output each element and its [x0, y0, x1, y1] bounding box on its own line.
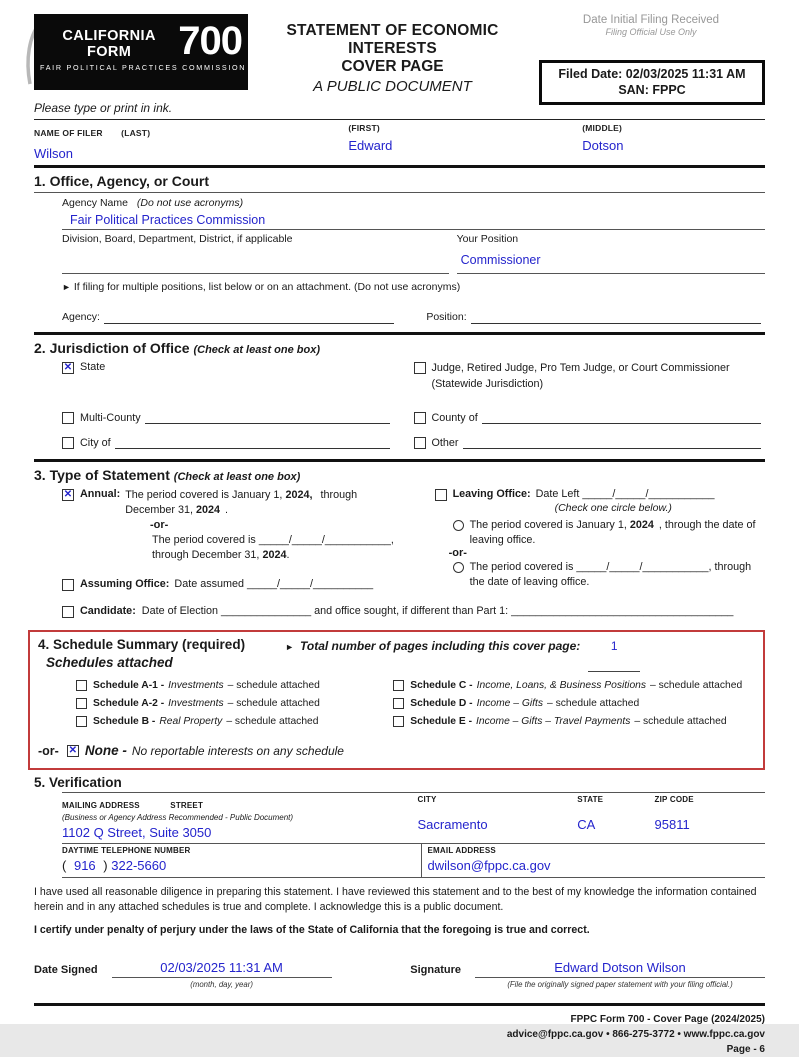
- section-3-heading: 3. Type of Statement: [34, 467, 170, 483]
- schedule-a1-topic: Investments: [168, 680, 224, 692]
- judge-checkbox[interactable]: [414, 362, 426, 374]
- multiple-positions-note-italic: (Do not use acronyms): [354, 281, 461, 293]
- judge-label-line2: (Statewide Jurisdiction): [431, 377, 544, 390]
- schedules-attached-label: Schedules attached: [46, 655, 173, 671]
- total-pages-label: Total number of pages including this cover page:: [299, 639, 581, 654]
- position-short-label: Position:: [426, 311, 467, 323]
- filed-san: SAN: FPPC: [618, 83, 686, 98]
- date-initial-filing-label: Date Initial Filing Received: [582, 14, 720, 26]
- state-checkbox[interactable]: [62, 362, 74, 374]
- form-number: 700: [178, 19, 242, 63]
- other-input-line[interactable]: [463, 436, 761, 449]
- logo-text: CALIFORNIA FORM: [62, 28, 156, 60]
- schedule-e-label: Schedule E -: [410, 716, 473, 728]
- footer-contact: advice@fppc.ca.gov • 866-275-3772 • www.fppc.ca.gov: [506, 1028, 765, 1040]
- date-signed-field[interactable]: 02/03/2025 11:31 AM: [112, 960, 332, 978]
- agency-short-label: Agency:: [62, 311, 100, 323]
- section-4-heading: 4. Schedule Summary (required): [38, 637, 246, 653]
- candidate-checkbox[interactable]: [62, 606, 74, 618]
- annual-label: Annual:: [80, 488, 121, 500]
- schedule-d-topic: Income – Gifts: [476, 698, 544, 710]
- judge-label-line1: Judge, Retired Judge, Pro Tem Judge, or Court Commissioner: [431, 362, 730, 374]
- leaving-office-label: Leaving Office:: [452, 488, 531, 500]
- checked-x-icon: ✕: [63, 489, 73, 500]
- none-label: None -: [84, 743, 127, 759]
- agency-name-field[interactable]: Fair Political Practices Commission: [62, 209, 765, 230]
- signature-field[interactable]: Edward Dotson Wilson: [475, 960, 765, 978]
- schedule-e-checkbox[interactable]: [393, 716, 404, 727]
- schedule-summary-box: [28, 630, 765, 770]
- schedule-a2-suffix: – schedule attached: [227, 698, 320, 710]
- public-document-label: A PUBLIC DOCUMENT: [313, 78, 472, 95]
- or-label-3: -or-: [38, 743, 59, 758]
- street-field[interactable]: 1102 Q Street, Suite 3050: [62, 825, 212, 841]
- position-input-line[interactable]: [471, 311, 761, 324]
- city-of-input-line[interactable]: [115, 436, 390, 449]
- assuming-office-text: Date assumed _____/_____/__________: [174, 578, 374, 591]
- date-signed-caption: (month, day, year): [190, 979, 253, 989]
- schedule-a2-topic: Investments: [168, 698, 224, 710]
- agency-input-line[interactable]: [104, 311, 394, 324]
- header: [0, 0, 799, 98]
- city-field[interactable]: Sacramento: [417, 817, 488, 833]
- signature-row: [34, 960, 765, 989]
- signature-label: Signature: [410, 963, 461, 976]
- filed-date-stamp: [539, 60, 765, 105]
- schedule-b-topic: Real Property: [159, 716, 223, 728]
- diligence-statement: I have used all reasonable diligence in preparing this statement. I have reviewed this statement and to the best of my knowledge the information contained herein and in any attached schedules is true and complete. I acknowledge this is a public document.: [34, 886, 757, 914]
- schedule-a2-label: Schedule A-2 -: [93, 698, 165, 710]
- last-name-label: (LAST): [121, 128, 151, 138]
- perjury-statement: I certify under penalty of perjury under the laws of the State of California that the foregoing is true and correct.: [34, 923, 590, 936]
- state-field[interactable]: CA: [577, 817, 596, 833]
- name-of-filer-row: [34, 120, 765, 168]
- leaving-period-text-1: The period covered is January 1, 2024 , through the date of leaving office.: [469, 519, 756, 546]
- schedule-d-label: Schedule D -: [410, 698, 473, 710]
- section-1: [34, 197, 765, 332]
- or-label: -or-: [150, 519, 169, 532]
- section-2-heading: 2. Jurisdiction of Office: [34, 340, 190, 356]
- street-label: STREET: [170, 801, 204, 811]
- daytime-phone-label: DAYTIME TELEPHONE NUMBER: [62, 846, 191, 856]
- multiple-positions-note: If filing for multiple positions, list below or on an attachment.: [73, 281, 352, 293]
- schedule-a2-checkbox[interactable]: [76, 698, 87, 709]
- schedule-c-suffix: – schedule attached: [650, 680, 743, 692]
- multi-county-checkbox[interactable]: [62, 412, 74, 424]
- leaving-period-text-2: The period covered is _____/_____/___________, through the date of leaving office.: [469, 561, 752, 588]
- agency-name-label: Agency Name: [62, 197, 128, 209]
- signature-caption: (File the originally signed paper statement with your filing official.): [507, 979, 733, 989]
- section-3: [34, 486, 765, 626]
- leaving-period-radio-2[interactable]: [453, 562, 464, 573]
- leaving-office-text: Date Left _____/_____/___________: [535, 488, 715, 500]
- none-description: No reportable interests on any schedule: [131, 743, 344, 758]
- county-of-label: County of: [431, 412, 478, 424]
- arrow-right-icon: ►: [285, 642, 294, 653]
- middle-name-label: (MIDDLE): [582, 123, 623, 133]
- section-1-heading: 1. Office, Agency, or Court: [34, 168, 765, 193]
- schedule-c-topic: Income, Loans, & Business Positions: [476, 680, 647, 692]
- other-label: Other: [431, 437, 459, 449]
- mailing-address-note: (Business or Agency Address Recommended - Public Document): [62, 813, 294, 823]
- leaving-period-radio-1[interactable]: [453, 520, 464, 531]
- your-position-label: Your Position: [456, 233, 519, 245]
- assuming-office-checkbox[interactable]: [62, 579, 74, 591]
- candidate-label: Candidate:: [80, 605, 136, 618]
- annual-checkbox[interactable]: [62, 489, 74, 501]
- form-title-block: [248, 14, 537, 95]
- first-name-field[interactable]: Edward: [348, 138, 393, 153]
- section-5-heading: 5. Verification: [34, 775, 122, 791]
- date-signed-label: Date Signed: [34, 963, 98, 976]
- checked-x-icon: ✕: [63, 362, 73, 373]
- total-pages-field[interactable]: 1: [588, 639, 640, 672]
- form-title: STATEMENT OF ECONOMIC INTERESTS: [286, 22, 499, 57]
- city-label: CITY: [417, 795, 437, 805]
- section-3-note: (Check at least one box): [173, 471, 301, 483]
- verification-table: [62, 792, 765, 878]
- phone-field[interactable]: ( 916 ) 322-5660: [62, 858, 167, 874]
- none-checkbox[interactable]: [67, 745, 79, 757]
- email-field[interactable]: dwilson@fppc.ca.gov: [427, 858, 551, 874]
- schedule-e-topic: Income – Gifts – Travel Payments: [476, 716, 631, 728]
- schedule-a1-label: Schedule A-1 -: [93, 680, 165, 692]
- email-address-label: EMAIL ADDRESS: [427, 846, 496, 856]
- schedule-e-suffix: – schedule attached: [634, 716, 727, 728]
- state-label: State: [80, 361, 106, 373]
- agency-name-note: (Do not use acronyms): [136, 197, 244, 209]
- annual-alt-period-text: The period covered is _____/_____/___________, through December 31, 2024.: [152, 534, 394, 561]
- filed-date: Filed Date: 02/03/2025 11:31 AM: [558, 67, 746, 81]
- filing-official-use-label: Filing Official Use Only: [605, 27, 697, 38]
- schedule-d-checkbox[interactable]: [393, 698, 404, 709]
- schedule-b-checkbox[interactable]: [76, 716, 87, 727]
- multi-county-label: Multi-County: [80, 412, 141, 424]
- fppc-logo: [34, 14, 248, 90]
- check-one-circle-note: (Check one circle below.): [554, 502, 672, 514]
- county-of-checkbox[interactable]: [414, 412, 426, 424]
- mailing-address-label: MAILING ADDRESS: [62, 801, 140, 811]
- footer: [0, 1006, 799, 1057]
- arrow-right-icon: ►: [62, 282, 71, 292]
- or-label-2: -or-: [448, 547, 467, 560]
- checked-x-icon: ✕: [68, 745, 78, 757]
- logo-subtext: FAIR POLITICAL PRACTICES COMMISSION: [40, 63, 247, 72]
- zip-code-field[interactable]: 95811: [654, 817, 690, 833]
- section-2: [34, 359, 765, 459]
- schedule-d-suffix: – schedule attached: [547, 698, 640, 710]
- leaving-office-checkbox[interactable]: [435, 489, 447, 501]
- assuming-office-label: Assuming Office:: [80, 578, 170, 591]
- city-of-checkbox[interactable]: [62, 437, 74, 449]
- schedule-c-label: Schedule C -: [410, 680, 473, 692]
- section-2-note: (Check at least one box): [193, 344, 321, 356]
- type-or-print-instruction: Please type or print in ink.: [34, 101, 173, 115]
- state-label: STATE: [577, 795, 604, 805]
- footer-form-id: FPPC Form 700 - Cover Page (2024/2025): [570, 1013, 765, 1025]
- your-position-field[interactable]: Commissioner: [460, 253, 541, 267]
- name-of-filer-label: NAME OF FILER: [34, 128, 103, 138]
- schedule-b-label: Schedule B -: [93, 716, 156, 728]
- annual-period-text: The period covered is January 1, 2024, through December 31, 2024 .: [125, 489, 358, 516]
- other-checkbox[interactable]: [414, 437, 426, 449]
- footer-page-number: Page - 6: [726, 1043, 765, 1055]
- schedule-a1-checkbox[interactable]: [76, 680, 87, 691]
- zip-code-label: ZIP CODE: [654, 795, 694, 805]
- schedule-c-checkbox[interactable]: [393, 680, 404, 691]
- schedule-a1-suffix: – schedule attached: [227, 680, 320, 692]
- candidate-text: Date of Election _______________ and office sought, if different than Part 1: _____________________________________: [141, 605, 734, 618]
- form-subtitle: COVER PAGE: [341, 58, 444, 75]
- schedule-b-suffix: – schedule attached: [226, 716, 319, 728]
- division-label: Division, Board, Department, District, if applicable: [62, 233, 293, 245]
- division-field[interactable]: [62, 245, 449, 271]
- county-of-input-line[interactable]: [482, 411, 761, 424]
- city-of-label: City of: [80, 437, 111, 449]
- last-name-field[interactable]: Wilson: [34, 146, 74, 161]
- multi-county-input-line[interactable]: [145, 411, 390, 424]
- middle-name-field[interactable]: Dotson: [582, 138, 624, 153]
- first-name-label: (FIRST): [348, 123, 380, 133]
